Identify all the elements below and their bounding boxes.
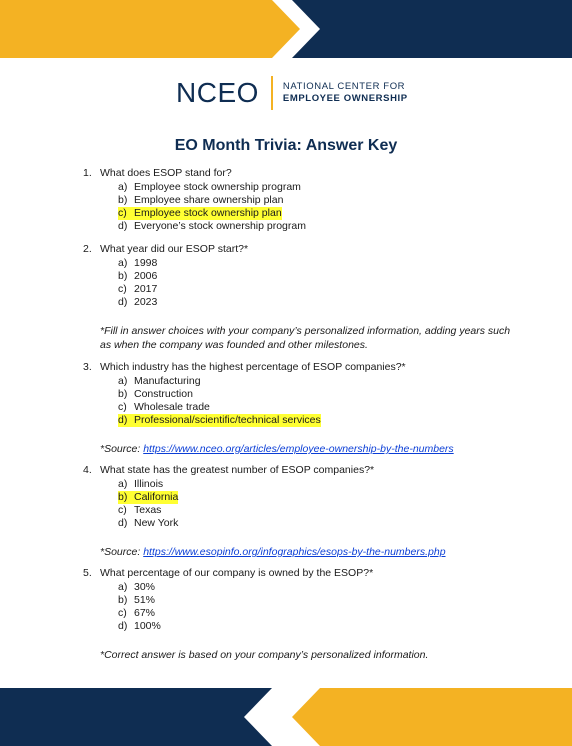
option-d — [118, 620, 523, 633]
option-text: Employee share ownership plan — [134, 194, 284, 206]
option-text: Employee stock ownership program — [134, 181, 301, 193]
source-link[interactable]: https://www.nceo.org/articles/employee-ownership-by-the-numbers — [143, 443, 454, 455]
option-text: 2017 — [134, 283, 158, 295]
question-number: 3. — [83, 361, 92, 373]
option-letter: a) — [118, 181, 128, 193]
option-d-correct — [118, 414, 523, 427]
option-text: 2006 — [134, 270, 158, 282]
option-text: Professional/scientific/technical services — [134, 414, 321, 426]
option-c — [118, 607, 523, 620]
option-text: 100% — [134, 620, 161, 632]
option-letter: b) — [118, 594, 128, 606]
question-2 — [83, 243, 523, 352]
option-text: Illinois — [134, 478, 164, 490]
option-text: Everyone’s stock ownership program — [134, 220, 306, 232]
option-letter: c) — [118, 401, 127, 413]
question-text: What does ESOP stand for? — [100, 167, 232, 179]
question-1 — [83, 167, 523, 233]
question-4 — [83, 464, 523, 560]
option-letter: a) — [118, 257, 128, 269]
option-letter: c) — [118, 504, 127, 516]
option-text: 67% — [134, 607, 156, 619]
option-letter: d) — [118, 296, 128, 308]
question-number: 2. — [83, 243, 92, 255]
source-prefix: *Source: — [100, 443, 144, 455]
option-text: California — [134, 491, 179, 503]
instruction-note: *Fill in answer choices with your company’s personalized information, adding years such as when the company was founded and other milestones. — [100, 325, 511, 351]
logo-org-name — [283, 81, 408, 105]
question-text: What year did our ESOP start?* — [100, 243, 249, 255]
question-3 — [83, 361, 523, 457]
source-note — [100, 443, 523, 457]
option-text: 30% — [134, 581, 156, 593]
options-list — [118, 375, 523, 427]
option-d — [118, 296, 523, 309]
source-prefix: *Source: — [100, 546, 144, 558]
option-letter: d) — [118, 414, 128, 426]
option-text: Employee stock ownership plan — [134, 207, 282, 219]
option-c — [118, 401, 523, 414]
option-text: New York — [134, 517, 179, 529]
source-link[interactable]: https://www.esopinfo.org/infographics/esops-by-the-numbers.php — [143, 546, 446, 558]
question-number: 1. — [83, 167, 92, 179]
option-letter: a) — [118, 375, 128, 387]
option-text: Texas — [134, 504, 162, 516]
question-number: 4. — [83, 464, 92, 476]
option-letter: b) — [118, 270, 128, 282]
page-title: EO Month Trivia: Answer Key — [174, 137, 398, 154]
header-band — [0, 0, 572, 58]
options-list — [118, 581, 523, 633]
option-a — [118, 181, 523, 194]
option-letter: d) — [118, 517, 128, 529]
option-a — [118, 257, 523, 270]
option-d — [118, 220, 523, 233]
option-b — [118, 194, 523, 207]
options-list — [118, 478, 523, 530]
logo-wordmark: NCEO — [176, 77, 259, 108]
nceo-logo — [176, 76, 408, 110]
instruction-note: *Correct answer is based on your company’s personalized information. — [100, 649, 429, 661]
footer-band — [0, 688, 572, 746]
option-c — [118, 283, 523, 296]
question-number: 5. — [83, 567, 92, 579]
option-b — [118, 594, 523, 607]
option-letter: b) — [118, 491, 128, 503]
question-5 — [83, 567, 523, 663]
option-text: 2023 — [134, 296, 158, 308]
option-b — [118, 388, 523, 401]
option-a — [118, 581, 523, 594]
option-letter: a) — [118, 478, 128, 490]
option-a — [118, 375, 523, 388]
option-b — [118, 270, 523, 283]
logo-divider — [271, 76, 273, 110]
options-list — [118, 181, 523, 233]
option-d — [118, 517, 523, 530]
option-a — [118, 478, 523, 491]
option-text: Wholesale trade — [134, 401, 210, 413]
question-text: Which industry has the highest percentage of ESOP companies?* — [100, 361, 406, 373]
option-text: Construction — [134, 388, 193, 400]
question-text: What percentage of our company is owned by the ESOP?* — [100, 567, 374, 579]
option-letter: a) — [118, 581, 128, 593]
option-c — [118, 504, 523, 517]
option-b-correct — [118, 491, 523, 504]
question-text: What state has the greatest number of ESOP companies?* — [100, 464, 375, 476]
option-text: 1998 — [134, 257, 158, 269]
option-c-correct — [118, 207, 523, 220]
option-text: Manufacturing — [134, 375, 201, 387]
source-note — [100, 546, 523, 560]
option-letter: d) — [118, 620, 128, 632]
logo-line-1: NATIONAL CENTER FOR — [282, 81, 406, 92]
option-letter: c) — [118, 283, 127, 295]
option-letter: b) — [118, 194, 128, 206]
option-letter: b) — [118, 388, 128, 400]
option-letter: c) — [118, 607, 127, 619]
option-letter: c) — [118, 207, 127, 219]
options-list — [118, 257, 523, 309]
option-text: 51% — [134, 594, 156, 606]
option-letter: d) — [118, 220, 128, 232]
logo-line-2: EMPLOYEE OWNERSHIP — [282, 93, 408, 104]
